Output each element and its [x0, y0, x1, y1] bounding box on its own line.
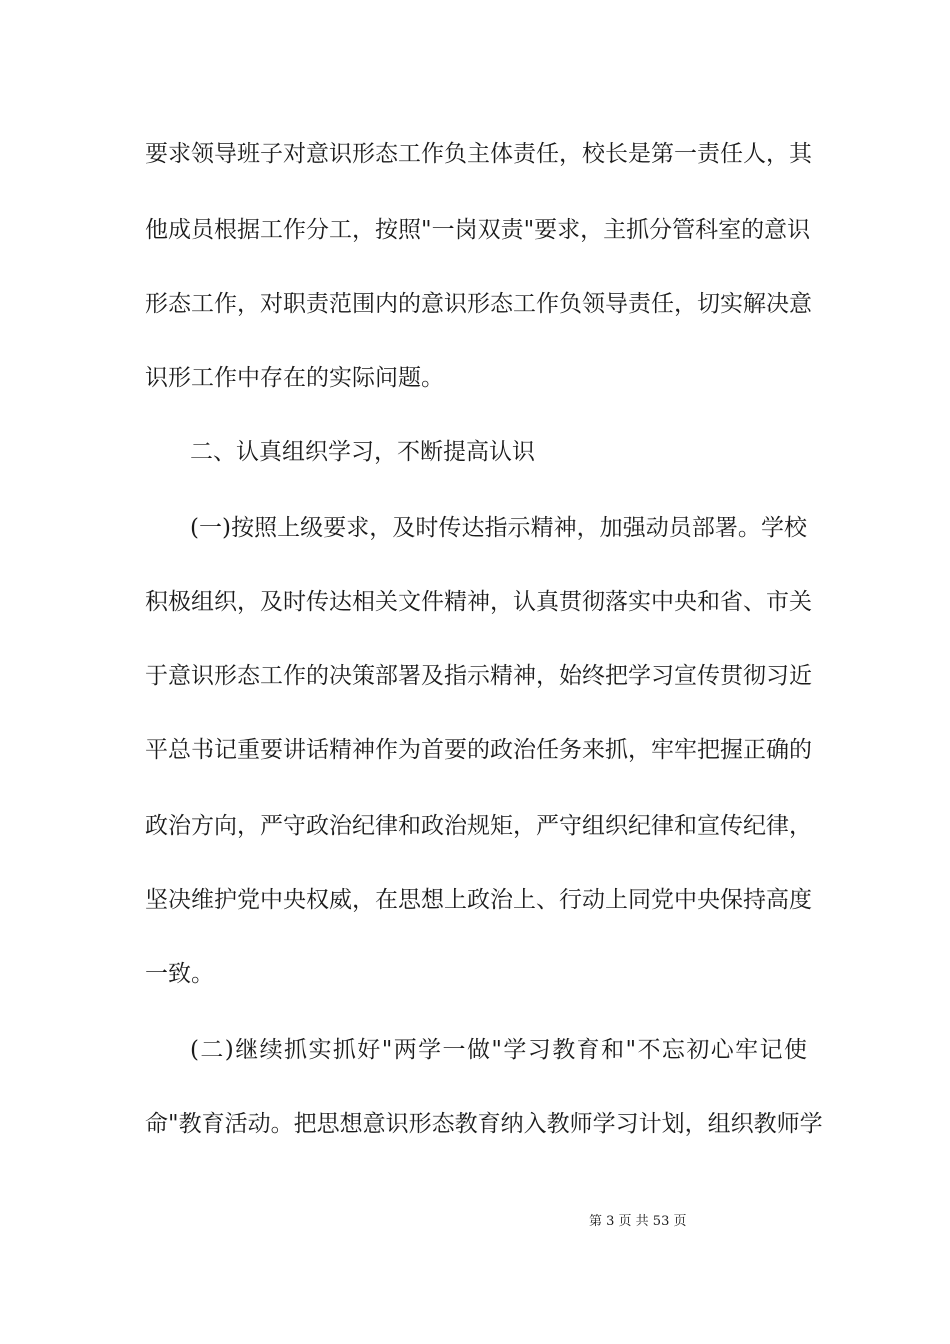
page-footer — [0, 1212, 950, 1232]
paragraph-line: (一)按照上级要求，及时传达指示精神，加强动员部署。学校 — [190, 515, 807, 541]
paragraph-line: 积极组织，及时传达相关文件精神，认真贯彻落实中央和省、市关 — [145, 589, 812, 615]
paragraph-line: 平总书记重要讲话精神作为首要的政治任务来抓，牢牢把握正确的 — [145, 737, 812, 763]
paragraph-line: (二)继续抓实抓好"两学一做"学习教育和"不忘初心牢记使 — [190, 1037, 807, 1063]
page-number: 第 3 页 共 53 页 — [589, 1214, 687, 1229]
paragraph-line: 命"教育活动。把思想意识形态教育纳入教师学习计划，组织教师学 — [145, 1111, 823, 1137]
paragraph-line: 政治方向，严守政治纪律和政治规矩，严守组织纪律和宣传纪律， — [145, 813, 812, 839]
paragraph-line: 坚决维护党中央权威，在思想上政治上、行动上同党中央保持高度 — [145, 887, 812, 913]
paragraph-line: 要求领导班子对意识形态工作负主体责任，校长是第一责任人，其 — [145, 141, 812, 167]
paragraph-line: 识形工作中存在的实际问题。 — [145, 365, 444, 391]
paragraph-line: 于意识形态工作的决策部署及指示精神，始终把学习宣传贯彻习近 — [145, 663, 812, 689]
paragraph-line: 形态工作，对职责范围内的意识形态工作负领导责任，切实解决意 — [145, 291, 812, 317]
paragraph-line: 一致。 — [145, 961, 214, 987]
paragraph-line: 他成员根据工作分工，按照"一岗双责"要求，主抓分管科室的意识 — [145, 217, 811, 243]
section-heading: 二、认真组织学习，不断提高认识 — [190, 439, 535, 465]
